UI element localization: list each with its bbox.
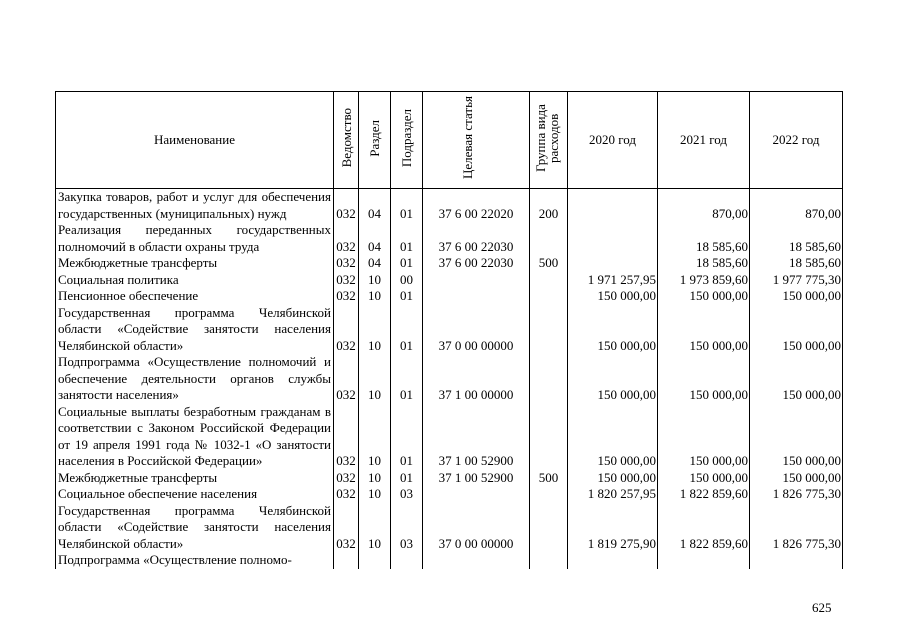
cell-section: 04	[359, 222, 391, 255]
cell-group: 500	[530, 470, 568, 487]
cell-target	[423, 552, 530, 569]
cell-subsection: 01	[391, 354, 423, 404]
cell-group	[530, 486, 568, 503]
table-row	[56, 272, 843, 289]
cell-y2022: 150 000,00	[750, 305, 843, 355]
cell-section: 10	[359, 272, 391, 289]
cell-y2021: 150 000,00	[658, 470, 750, 487]
budget-table	[55, 91, 843, 569]
header-name: Наименование	[56, 92, 334, 189]
cell-group	[530, 552, 568, 569]
cell-group	[530, 354, 568, 404]
cell-target: 37 1 00 52900	[423, 470, 530, 487]
cell-group	[530, 404, 568, 470]
header-2022: 2022 год	[750, 92, 843, 189]
cell-y2020: 1 819 275,90	[568, 503, 658, 553]
cell-section: 10	[359, 503, 391, 553]
cell-name: Закупка товаров, работ и услуг для обеспечения государственных (муниципальных) нужд	[56, 189, 334, 223]
cell-section: 10	[359, 486, 391, 503]
cell-group	[530, 272, 568, 289]
header-2021: 2021 год	[658, 92, 750, 189]
cell-y2021: 150 000,00	[658, 288, 750, 305]
cell-y2022	[750, 552, 843, 569]
cell-subsection: 01	[391, 189, 423, 223]
cell-y2020: 150 000,00	[568, 305, 658, 355]
header-row	[56, 92, 843, 189]
cell-y2022: 150 000,00	[750, 288, 843, 305]
cell-group: 200	[530, 189, 568, 223]
cell-name: Подпрограмма «Осуществление полномочий и обеспечение деятельности органов службы занятости населения»	[56, 354, 334, 404]
cell-name: Государственная программа Челябинской области «Содействие занятости населения Челябинской области»	[56, 305, 334, 355]
cell-name: Межбюджетные трансферты	[56, 470, 334, 487]
cell-y2020	[568, 189, 658, 223]
cell-y2020: 1 971 257,95	[568, 272, 658, 289]
table-row	[56, 404, 843, 470]
cell-y2020: 1 820 257,95	[568, 486, 658, 503]
table-row	[56, 255, 843, 272]
cell-y2021: 870,00	[658, 189, 750, 223]
cell-y2022: 150 000,00	[750, 470, 843, 487]
cell-subsection: 01	[391, 470, 423, 487]
table-row	[56, 222, 843, 255]
cell-target	[423, 486, 530, 503]
cell-target: 37 0 00 00000	[423, 503, 530, 553]
cell-y2021: 150 000,00	[658, 305, 750, 355]
cell-dept	[334, 552, 359, 569]
cell-y2022: 150 000,00	[750, 354, 843, 404]
cell-y2021: 18 585,60	[658, 222, 750, 255]
cell-dept: 032	[334, 486, 359, 503]
cell-target: 37 6 00 22030	[423, 255, 530, 272]
table-row	[56, 305, 843, 355]
cell-dept: 032	[334, 470, 359, 487]
cell-group	[530, 503, 568, 553]
cell-dept: 032	[334, 305, 359, 355]
cell-group	[530, 305, 568, 355]
cell-dept: 032	[334, 272, 359, 289]
table-row	[56, 552, 843, 569]
cell-subsection: 01	[391, 222, 423, 255]
cell-y2020: 150 000,00	[568, 354, 658, 404]
cell-name: Подпрограмма «Осуществление полномо-	[56, 552, 334, 569]
cell-y2021: 1 822 859,60	[658, 486, 750, 503]
cell-section: 10	[359, 354, 391, 404]
cell-y2020	[568, 255, 658, 272]
cell-y2020: 150 000,00	[568, 288, 658, 305]
header-target: Целевая статья	[423, 92, 530, 189]
cell-y2021: 150 000,00	[658, 354, 750, 404]
cell-name: Реализация переданных государственных полномочий в области охраны труда	[56, 222, 334, 255]
cell-y2022: 870,00	[750, 189, 843, 223]
cell-y2022: 18 585,60	[750, 222, 843, 255]
cell-y2021	[658, 552, 750, 569]
cell-name: Социальное обеспечение населения	[56, 486, 334, 503]
cell-target: 37 6 00 22020	[423, 189, 530, 223]
header-subsection: Подраздел	[391, 92, 423, 189]
cell-subsection	[391, 552, 423, 569]
cell-subsection: 01	[391, 305, 423, 355]
cell-section: 10	[359, 470, 391, 487]
header-2020: 2020 год	[568, 92, 658, 189]
cell-name: Пенсионное обеспечение	[56, 288, 334, 305]
cell-y2020	[568, 552, 658, 569]
cell-name: Социальные выплаты безработным гражданам в соответствии с Законом Российской Федерации от 19 апреля 1991 года № 1032-1 «О занятости населения в Российской Федерации»	[56, 404, 334, 470]
cell-target: 37 0 00 00000	[423, 305, 530, 355]
cell-subsection: 03	[391, 503, 423, 553]
cell-name: Межбюджетные трансферты	[56, 255, 334, 272]
cell-target	[423, 272, 530, 289]
cell-group	[530, 288, 568, 305]
cell-y2021: 1 822 859,60	[658, 503, 750, 553]
cell-y2022: 18 585,60	[750, 255, 843, 272]
cell-target: 37 1 00 52900	[423, 404, 530, 470]
header-dept: Ведомство	[334, 92, 359, 189]
cell-name: Государственная программа Челябинской области «Содействие занятости населения Челябинской области»	[56, 503, 334, 553]
cell-y2020: 150 000,00	[568, 404, 658, 470]
cell-y2022: 1 826 775,30	[750, 503, 843, 553]
cell-dept: 032	[334, 255, 359, 272]
cell-subsection: 01	[391, 255, 423, 272]
cell-subsection: 01	[391, 404, 423, 470]
header-group: Группа вида расходов	[530, 92, 568, 189]
page-number: 625	[812, 600, 832, 615]
table-row	[56, 189, 843, 223]
cell-y2022: 150 000,00	[750, 404, 843, 470]
cell-y2020: 150 000,00	[568, 470, 658, 487]
cell-subsection: 01	[391, 288, 423, 305]
table-row	[56, 354, 843, 404]
cell-dept: 032	[334, 288, 359, 305]
cell-dept: 032	[334, 354, 359, 404]
cell-group	[530, 222, 568, 255]
cell-section: 04	[359, 255, 391, 272]
cell-section: 04	[359, 189, 391, 223]
cell-dept: 032	[334, 404, 359, 470]
cell-y2021: 18 585,60	[658, 255, 750, 272]
cell-y2020	[568, 222, 658, 255]
cell-section: 10	[359, 404, 391, 470]
table-row	[56, 470, 843, 487]
table-row	[56, 503, 843, 553]
cell-dept: 032	[334, 503, 359, 553]
cell-section: 10	[359, 305, 391, 355]
cell-target: 37 1 00 00000	[423, 354, 530, 404]
cell-target	[423, 288, 530, 305]
cell-y2021: 1 973 859,60	[658, 272, 750, 289]
cell-name: Социальная политика	[56, 272, 334, 289]
cell-group: 500	[530, 255, 568, 272]
cell-section	[359, 552, 391, 569]
cell-subsection: 00	[391, 272, 423, 289]
cell-dept: 032	[334, 222, 359, 255]
cell-y2022: 1 826 775,30	[750, 486, 843, 503]
header-section: Раздел	[359, 92, 391, 189]
cell-target: 37 6 00 22030	[423, 222, 530, 255]
table-row	[56, 288, 843, 305]
cell-y2021: 150 000,00	[658, 404, 750, 470]
table-row	[56, 486, 843, 503]
cell-dept: 032	[334, 189, 359, 223]
cell-subsection: 03	[391, 486, 423, 503]
cell-section: 10	[359, 288, 391, 305]
cell-y2022: 1 977 775,30	[750, 272, 843, 289]
